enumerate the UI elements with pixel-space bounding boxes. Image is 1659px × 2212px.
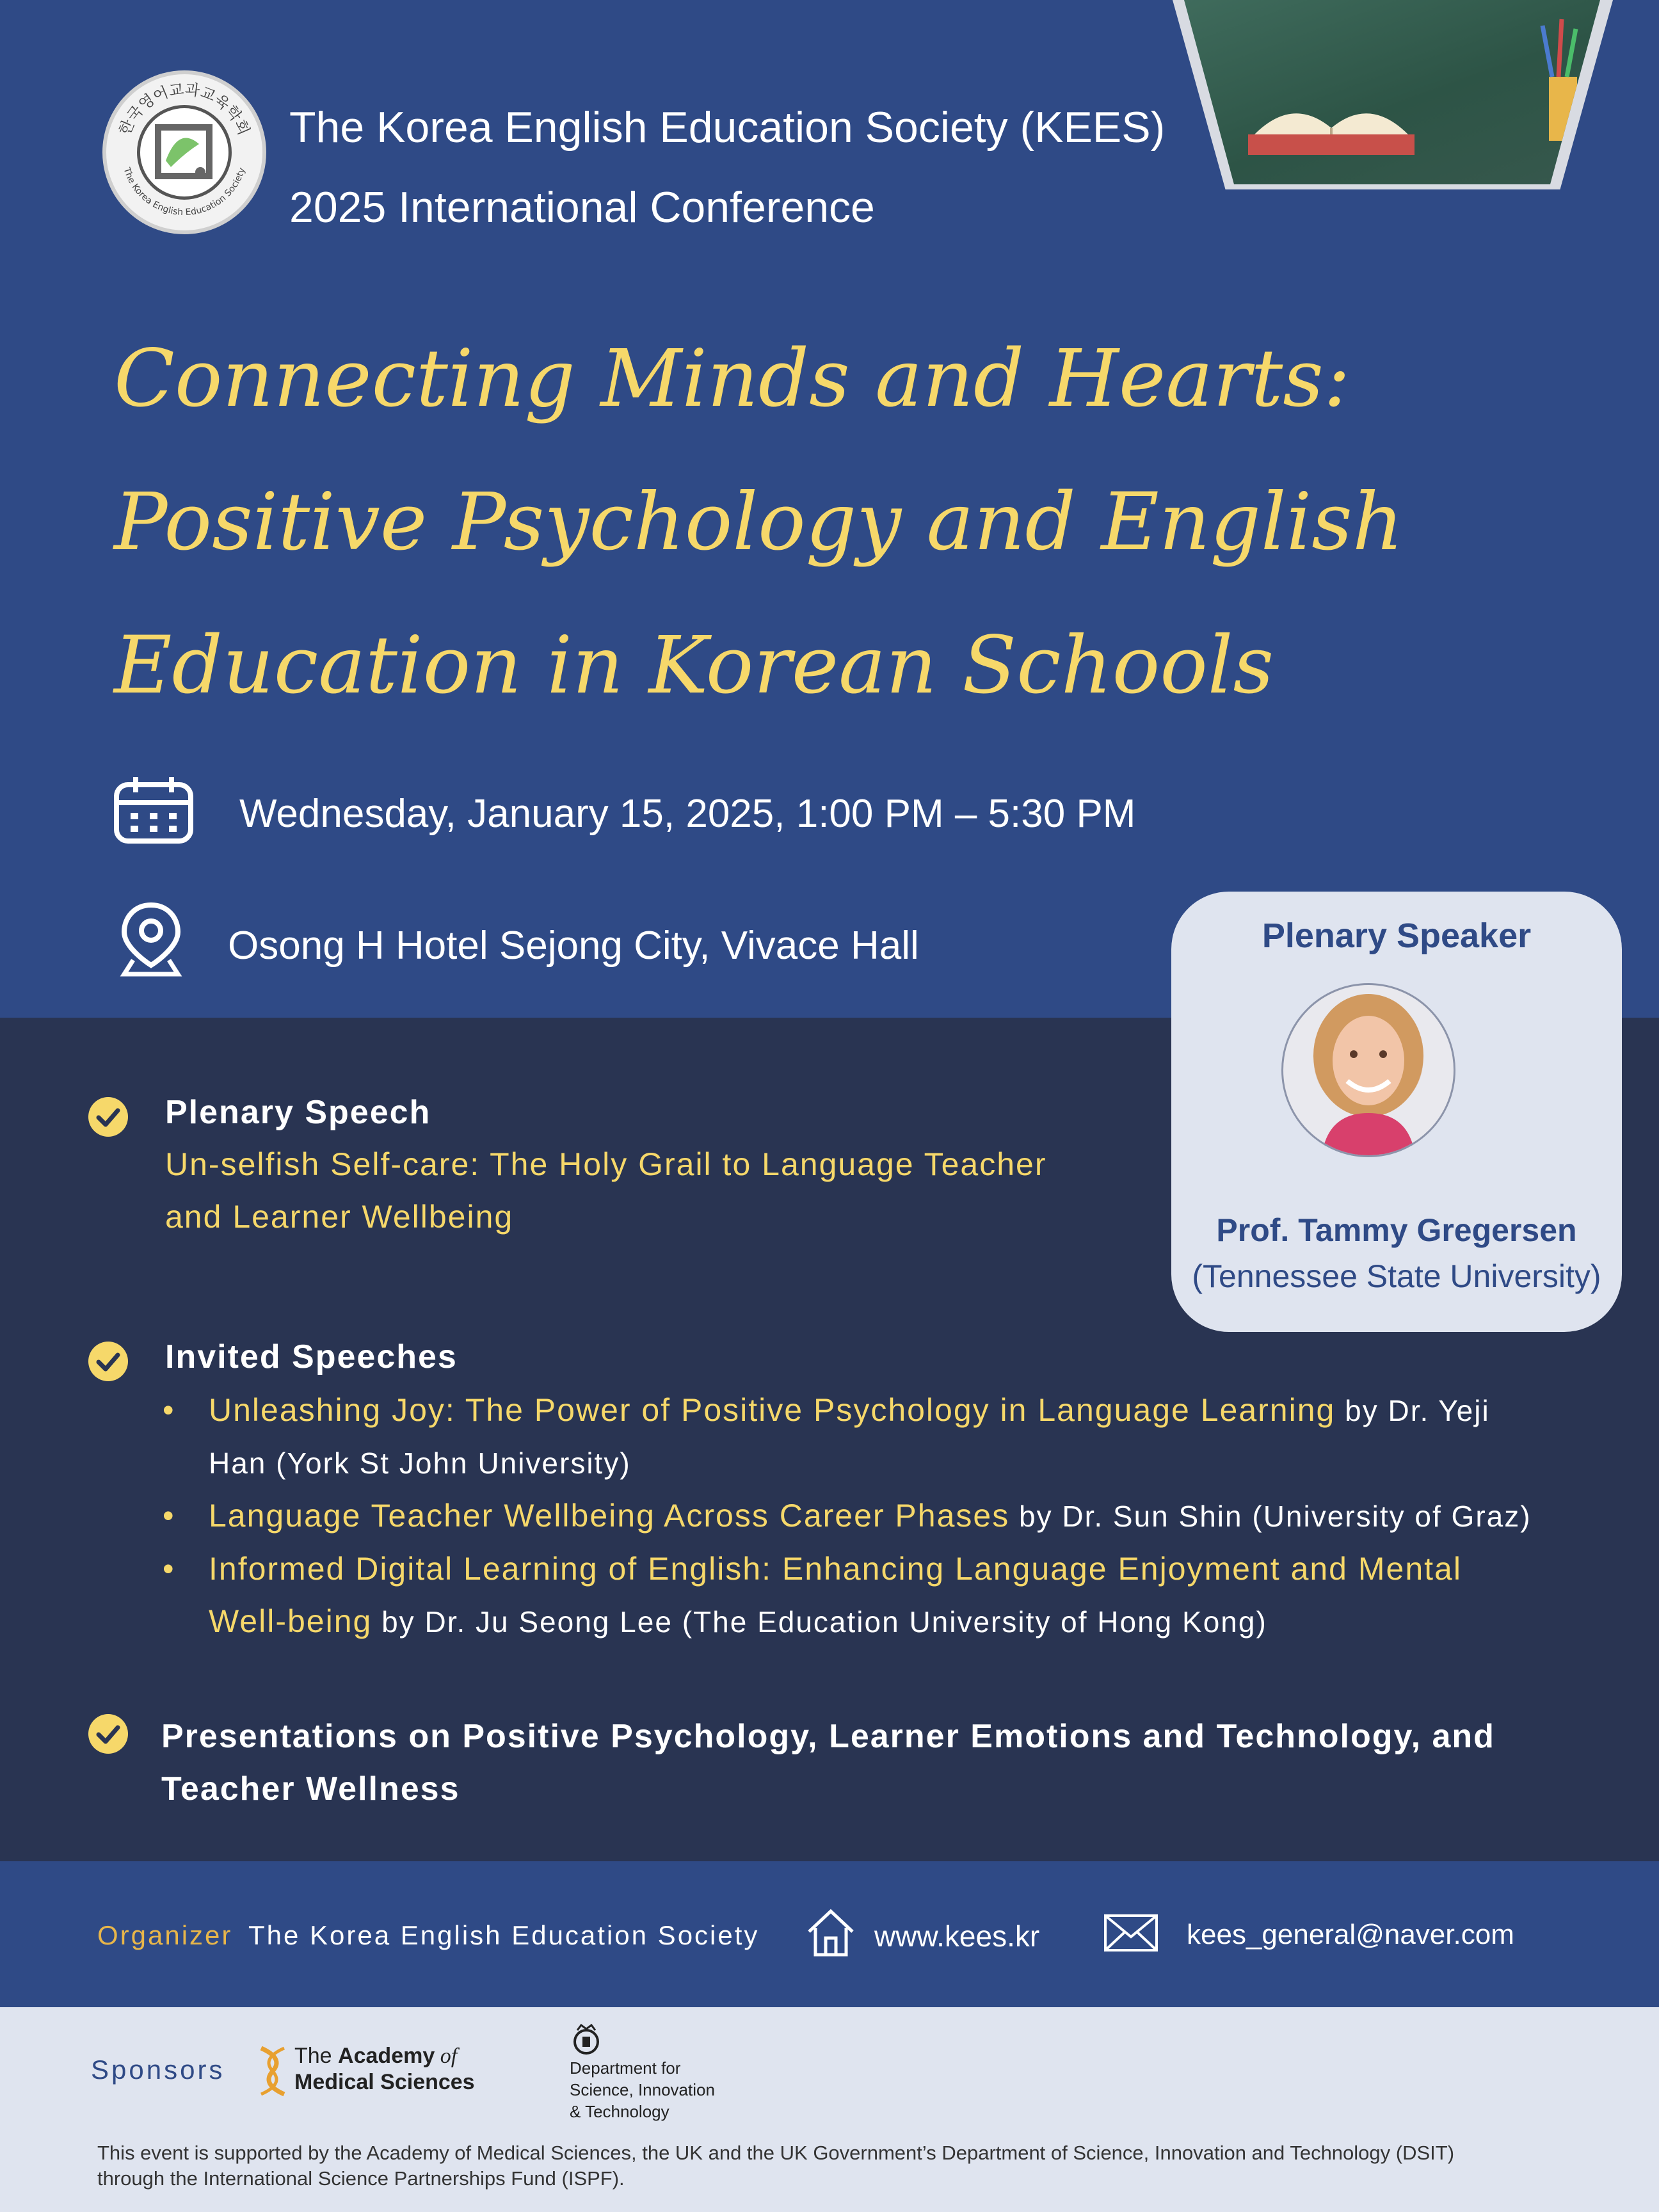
support-note	[97, 2140, 1627, 2192]
sponsor-dsit-line-1: Department for	[570, 2058, 681, 2078]
check-icon	[88, 1097, 128, 1137]
logo-ring-text-bottom: The Korea English Education Society	[121, 166, 248, 218]
bullet: •	[163, 1551, 175, 1587]
speaker-card-heading: Plenary Speaker	[1262, 917, 1532, 955]
invited-speeches-title: Invited Speeches	[165, 1338, 458, 1375]
plenary-talk-line-2: and Learner Wellbeing	[165, 1199, 514, 1235]
chalkboard-image	[1184, 0, 1600, 184]
kees-logo	[102, 70, 266, 234]
envelope-icon	[1103, 1914, 1158, 1952]
check-icon	[88, 1342, 128, 1381]
presentations-line-1: Presentations on Positive Psychology, Learner Emotions and Technology, and	[161, 1718, 1495, 1755]
plenary-speaker-card	[1171, 892, 1622, 1332]
logo-ring-text-top: 한국영어교과교육학회	[115, 80, 253, 138]
conference-title-line-2: Positive Psychology and English	[114, 476, 1404, 568]
sponsor-dsit	[570, 2057, 715, 2122]
invited-talk-speaker: by Dr. Sun Shin (University of Graz)	[1009, 1500, 1532, 1533]
list-item	[161, 1489, 1621, 1543]
sponsor-dsit-line-2: Science, Innovation	[570, 2080, 715, 2099]
speaker-name: Prof. Tammy Gregersen	[1216, 1212, 1577, 1248]
header-org-line: The Korea English Education Society (KEES)	[289, 103, 1166, 152]
logo-emblem	[137, 105, 232, 200]
speaker-affiliation: (Tennessee State University)	[1192, 1258, 1601, 1294]
bullet: •	[163, 1392, 175, 1428]
event-datetime: Wednesday, January 15, 2025, 1:00 PM – 5:30 PM	[239, 792, 1136, 836]
crest-icon	[568, 2024, 604, 2057]
support-note-line-1: This event is supported by the Academy of Medical Sciences, the UK and the UK Government’s Department of Science, Innovation and Technology (DSIT)	[97, 2142, 1455, 2164]
invited-speeches-list	[161, 1384, 1621, 1648]
sponsor-academy-the: The	[294, 2044, 339, 2068]
conference-title-line-1: Connecting Minds and Hearts:	[114, 333, 1350, 425]
invited-talk-speaker: by Dr. Ju Seong Lee (The Education University of Hong Kong)	[372, 1605, 1267, 1639]
location-pin-icon	[119, 901, 183, 978]
sponsor-dsit-line-3: & Technology	[570, 2102, 669, 2121]
sponsor-academy	[294, 2043, 475, 2095]
header-event-line: 2025 International Conference	[289, 183, 875, 232]
sponsor-academy-line-2: Medical Sciences	[294, 2070, 475, 2094]
invited-talk-speaker-cont: Han (York St John University)	[209, 1447, 631, 1480]
dna-icon	[255, 2046, 291, 2097]
conference-title-line-3: Education in Korean Schools	[114, 620, 1274, 712]
presentations-line-2: Teacher Wellness	[161, 1770, 460, 1807]
sponsors-label: Sponsors	[91, 2055, 225, 2085]
bullet: •	[163, 1498, 175, 1534]
calendar-icon	[114, 776, 193, 844]
presentations-title	[161, 1710, 1495, 1815]
email-link[interactable]: kees_general@naver.com	[1187, 1919, 1514, 1950]
invited-talk-title-cont: Well-being	[209, 1603, 373, 1639]
plenary-talk-title	[165, 1138, 1046, 1243]
home-icon	[805, 1907, 856, 1959]
sponsor-academy-of: of	[435, 2044, 458, 2068]
list-item	[161, 1543, 1621, 1648]
invited-talk-speaker: by Dr. Yeji	[1335, 1394, 1490, 1427]
conference-title	[114, 307, 1586, 737]
event-venue: Osong H Hotel Sejong City, Vivace Hall	[228, 924, 919, 968]
invited-talk-title: Language Teacher Wellbeing Across Career Phases	[209, 1498, 1010, 1534]
support-note-line-2: through the International Science Partnerships Fund (ISPF).	[97, 2167, 625, 2190]
sponsor-academy-word: Academy	[338, 2044, 435, 2068]
plenary-talk-line-1: Un-selfish Self-care: The Holy Grail to Language Teacher	[165, 1146, 1047, 1182]
speaker-photo	[1281, 983, 1455, 1157]
organizer-label: Organizer	[97, 1920, 233, 1950]
invited-talk-title: Unleashing Joy: The Power of Positive Psychology in Language Learning	[209, 1392, 1336, 1428]
list-item	[161, 1384, 1621, 1489]
organizer-name: The Korea English Education Society	[248, 1920, 760, 1950]
check-icon	[88, 1714, 128, 1754]
invited-talk-title: Informed Digital Learning of English: Enhancing Language Enjoyment and Mental	[209, 1551, 1462, 1587]
plenary-speech-title: Plenary Speech	[165, 1094, 431, 1131]
website-link[interactable]: www.kees.kr	[874, 1919, 1040, 1953]
